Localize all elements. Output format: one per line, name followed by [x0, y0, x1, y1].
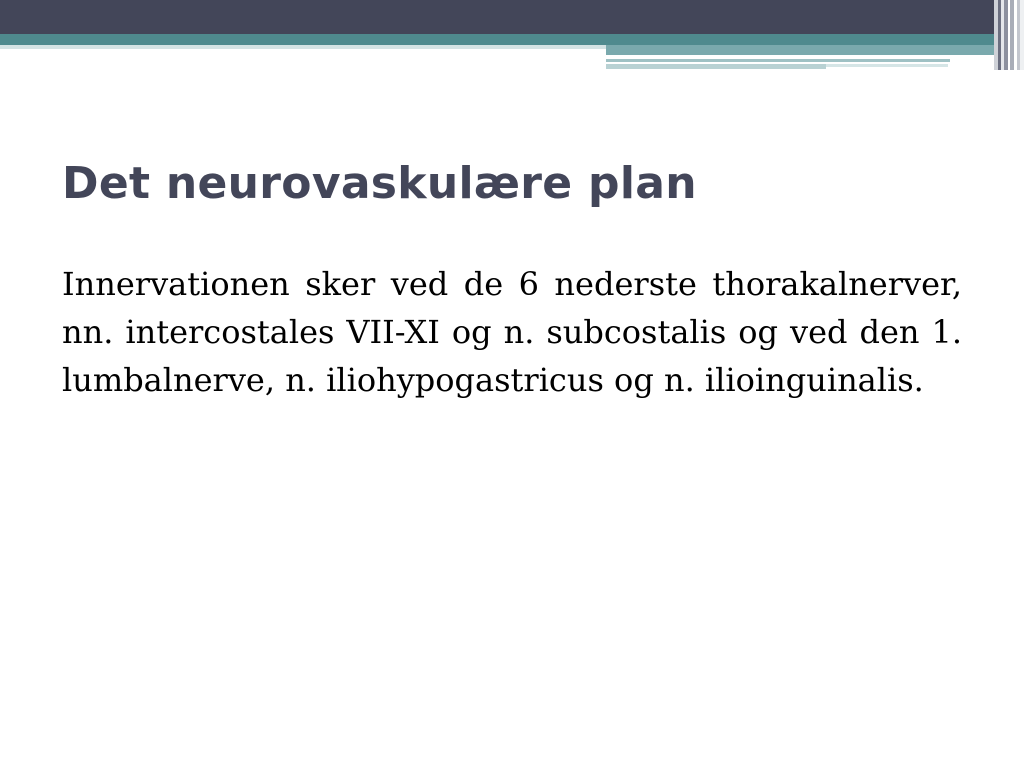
header-banner-dark — [0, 0, 1024, 34]
slide-body-text: Innervationen sker ved de 6 nederste thorakalnerver, nn. intercostales VII-XI og n. subcostalis og ved den 1. lumbalnerve, n. iliohypogastricus og n. ilioinguinalis. — [62, 265, 962, 399]
header-banner-thin-line — [606, 59, 950, 62]
header-banner-step — [606, 45, 1024, 55]
header-banner-teal — [0, 34, 1024, 45]
header-edge-stripes — [994, 0, 1024, 70]
header-banner-light — [0, 45, 606, 49]
header-banner-thin-line — [606, 64, 826, 69]
header-banner-thin-line — [826, 64, 948, 67]
slide-title: Det neurovaskulære plan — [62, 158, 697, 209]
